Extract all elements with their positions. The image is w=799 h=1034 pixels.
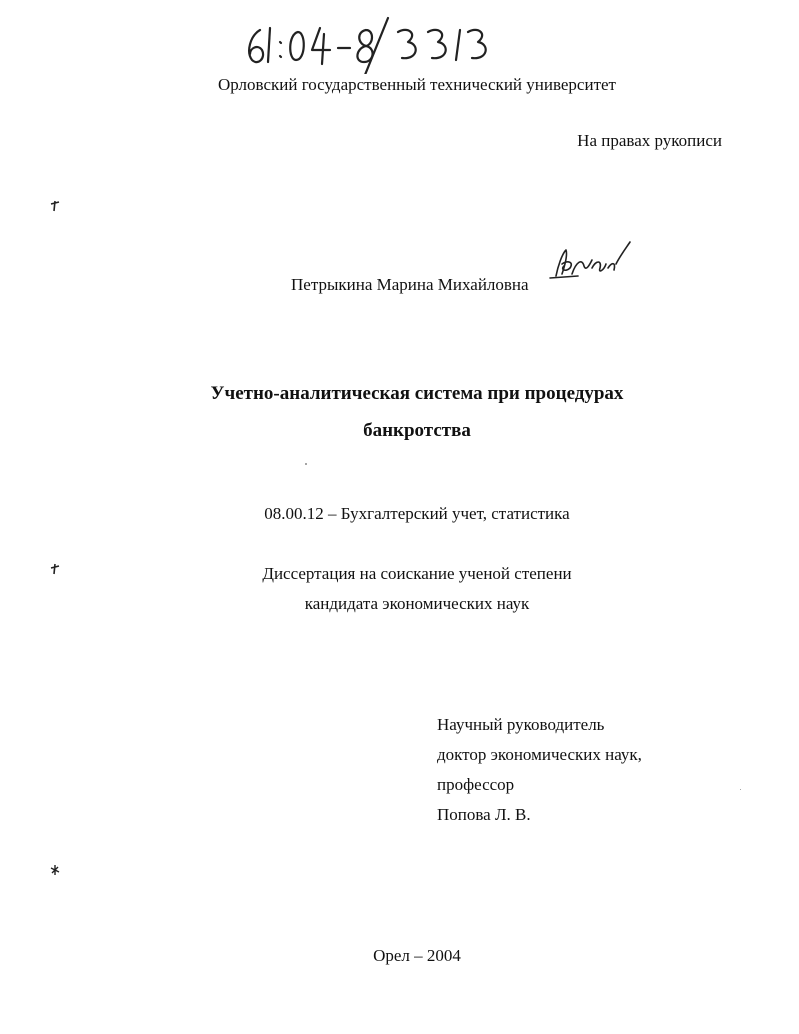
dissertation-title-line-1: Учетно-аналитическая система при процедурах xyxy=(210,383,624,404)
advisor-rank: профессор xyxy=(437,775,515,794)
advisor-degree: доктор экономических наук, xyxy=(437,745,642,764)
advisor-block xyxy=(437,715,642,835)
advisor-name: Попова Л. В. xyxy=(437,805,531,824)
author-signature xyxy=(548,238,632,286)
university-name: Орловский государственный технический университет xyxy=(218,75,616,94)
dissertation-title-line-2: банкротства xyxy=(363,420,471,441)
scan-speck xyxy=(305,463,307,465)
author-name: Петрыкина Марина Михайловна xyxy=(291,275,529,294)
scan-mark-icon xyxy=(49,863,61,875)
city-year: Орел – 2004 xyxy=(373,946,461,965)
advisor-role: Научный руководитель xyxy=(437,715,605,734)
degree-statement-line-2: кандидата экономических наук xyxy=(304,594,530,613)
rights-notice: На правах рукописи xyxy=(577,131,722,150)
scan-speck xyxy=(740,789,741,790)
handwritten-catalog-code xyxy=(238,12,488,74)
degree-statement-line-1: Диссертация на соискание ученой степени xyxy=(262,564,572,583)
specialty-code: 08.00.12 – Бухгалтерский учет, статистика xyxy=(264,504,570,523)
scan-mark-icon xyxy=(49,199,61,211)
